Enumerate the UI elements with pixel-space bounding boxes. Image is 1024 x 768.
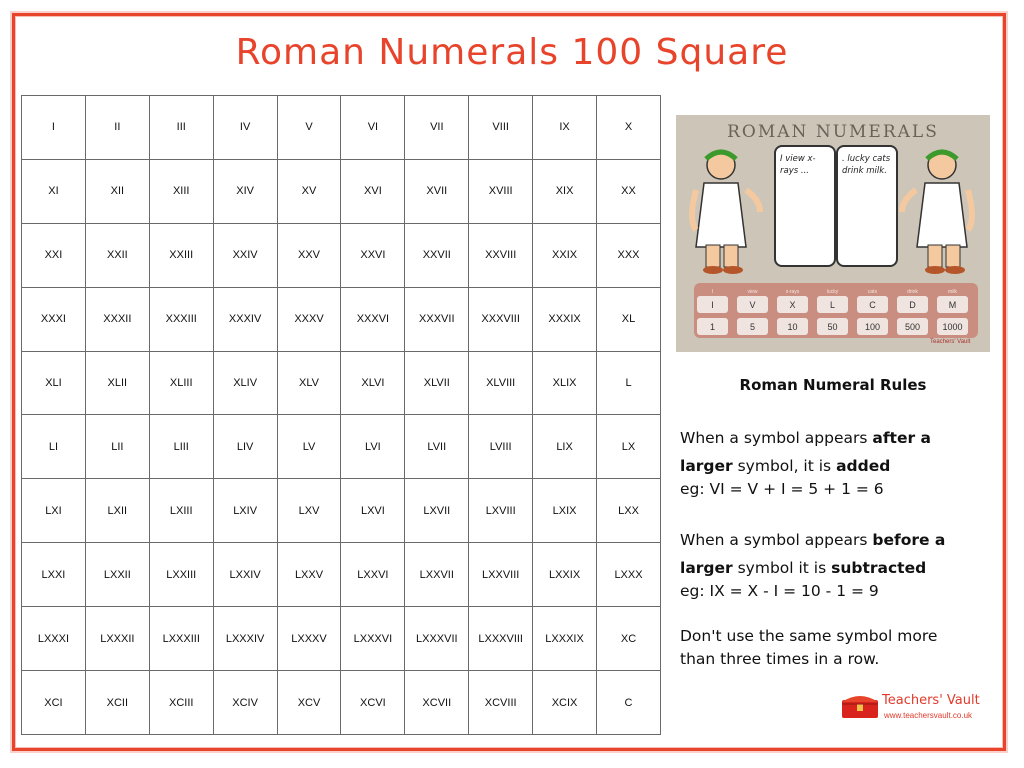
grid-cell: XL: [597, 287, 661, 351]
poster-footer: Teachers' Vault: [930, 339, 971, 345]
rules-heading: Roman Numeral Rules: [739, 376, 927, 394]
key-mnemonic-word: cats: [867, 289, 878, 295]
grid-cell: LVI: [341, 415, 405, 479]
grid-cell: XCVII: [405, 671, 469, 735]
grid-cell: L: [597, 351, 661, 415]
key-value: 500: [897, 318, 928, 335]
grid-cell: LXVIII: [469, 479, 533, 543]
grid-cell: XCII: [85, 671, 149, 735]
grid-cell: LXII: [85, 479, 149, 543]
key-symbol: L: [817, 296, 848, 313]
grid-cell: XXIV: [213, 223, 277, 287]
grid-cell: XCIII: [149, 671, 213, 735]
grid-cell: XLVI: [341, 351, 405, 415]
grid-cell: LXXII: [85, 543, 149, 607]
grid-cell: XLVIII: [469, 351, 533, 415]
key-mnemonic-word: x-rays: [785, 289, 800, 295]
grid-cell: LXXXII: [85, 607, 149, 671]
key-value: 50: [817, 318, 848, 335]
grid-cell: XLIII: [149, 351, 213, 415]
grid-cell: XLV: [277, 351, 341, 415]
grid-cell: LXXXIII: [149, 607, 213, 671]
grid-cell: LX: [597, 415, 661, 479]
grid-cell: XVI: [341, 159, 405, 223]
grid-cell: LVIII: [469, 415, 533, 479]
grid-cell: LIII: [149, 415, 213, 479]
grid-cell: LXXVIII: [469, 543, 533, 607]
grid-cell: LXXXV: [277, 607, 341, 671]
grid-cell: LIX: [533, 415, 597, 479]
grid-row: [22, 415, 661, 479]
grid-cell: XVII: [405, 159, 469, 223]
grid-cell: XXIII: [149, 223, 213, 287]
grid-cell: XXIX: [533, 223, 597, 287]
grid-cell: XXXIV: [213, 287, 277, 351]
grid-cell: LXVII: [405, 479, 469, 543]
grid-cell: LXXXI: [22, 607, 86, 671]
rule-subtraction-example: eg: IX = X - I = 10 - 1 = 9: [680, 582, 879, 600]
grid-cell: XXVI: [341, 223, 405, 287]
grid-row: [22, 351, 661, 415]
grid-cell: C: [597, 671, 661, 735]
logo-url: www.teachersvault.co.uk: [884, 711, 973, 720]
key-symbol: C: [857, 296, 888, 313]
grid-cell: IX: [533, 96, 597, 160]
grid-cell: XIV: [213, 159, 277, 223]
grid-cell: XIX: [533, 159, 597, 223]
grid-cell: I: [22, 96, 86, 160]
grid-row: [22, 96, 661, 160]
grid-cell: LXXVI: [341, 543, 405, 607]
grid-cell: III: [149, 96, 213, 160]
grid-cell: XXXIX: [533, 287, 597, 351]
key-value: 5: [737, 318, 768, 335]
grid-cell: XXXII: [85, 287, 149, 351]
grid-cell: XXV: [277, 223, 341, 287]
numeral-key-column: [817, 289, 848, 335]
speech-bubble-right: . lucky cats drink milk.: [836, 145, 898, 267]
grid-cell: LXXXIV: [213, 607, 277, 671]
grid-cell: XXVIII: [469, 223, 533, 287]
grid-row: [22, 607, 661, 671]
grid-cell: VIII: [469, 96, 533, 160]
grid-cell: LXXX: [597, 543, 661, 607]
grid-cell: XLIX: [533, 351, 597, 415]
numeral-key-column: [857, 289, 888, 335]
grid-cell: XLVII: [405, 351, 469, 415]
hundred-square-grid: [21, 95, 661, 735]
grid-cell: LXXI: [22, 543, 86, 607]
key-mnemonic-word: view: [747, 289, 758, 295]
rule-addition-example: eg: VI = V + I = 5 + 1 = 6: [680, 480, 884, 498]
grid-cell: LV: [277, 415, 341, 479]
grid-cell: LXXIII: [149, 543, 213, 607]
grid-cell: VII: [405, 96, 469, 160]
grid-cell: XIII: [149, 159, 213, 223]
grid-cell: XCVI: [341, 671, 405, 735]
grid-cell: XI: [22, 159, 86, 223]
key-symbol: M: [937, 296, 968, 313]
grid-cell: XCIX: [533, 671, 597, 735]
grid-cell: LXXXVII: [405, 607, 469, 671]
grid-cell: XX: [597, 159, 661, 223]
grid-cell: XXXVII: [405, 287, 469, 351]
key-mnemonic-word: lucky: [826, 289, 839, 295]
grid-cell: XCIV: [213, 671, 277, 735]
treasure-chest-icon: [840, 690, 880, 720]
grid-cell: LXXV: [277, 543, 341, 607]
rule-repetition: Don't use the same symbol more than three times in a row.: [680, 627, 938, 668]
grid-row: [22, 671, 661, 735]
grid-cell: LXXXVI: [341, 607, 405, 671]
grid-cell: LXXIV: [213, 543, 277, 607]
numeral-key-column: [937, 289, 968, 335]
key-mnemonic-word: milk: [948, 289, 957, 295]
grid-cell: XXII: [85, 223, 149, 287]
key-symbol: D: [897, 296, 928, 313]
grid-cell: XV: [277, 159, 341, 223]
numeral-key-column: [697, 289, 728, 335]
grid-cell: LVII: [405, 415, 469, 479]
grid-cell: XLIV: [213, 351, 277, 415]
grid-cell: X: [597, 96, 661, 160]
grid-cell: IV: [213, 96, 277, 160]
numeral-key-column: [777, 289, 808, 335]
page-title: Roman Numerals 100 Square: [235, 32, 789, 73]
grid-cell: LXV: [277, 479, 341, 543]
grid-cell: XXXI: [22, 287, 86, 351]
grid-cell: LXX: [597, 479, 661, 543]
key-value: 10: [777, 318, 808, 335]
grid-cell: XCI: [22, 671, 86, 735]
grid-cell: LXXIX: [533, 543, 597, 607]
grid-row: [22, 543, 661, 607]
grid-row: [22, 159, 661, 223]
grid-cell: LI: [22, 415, 86, 479]
key-value: 1000: [937, 318, 968, 335]
grid-cell: XXXVIII: [469, 287, 533, 351]
grid-row: [22, 287, 661, 351]
numeral-key-column: [737, 289, 768, 335]
grid-cell: VI: [341, 96, 405, 160]
grid-cell: XLII: [85, 351, 149, 415]
grid-cell: LII: [85, 415, 149, 479]
grid-cell: XII: [85, 159, 149, 223]
grid-cell: LXXXVIII: [469, 607, 533, 671]
grid-row: [22, 479, 661, 543]
grid-cell: XXX: [597, 223, 661, 287]
speech-bubble-left: I view x-rays ...: [774, 145, 836, 267]
grid-cell: XVIII: [469, 159, 533, 223]
logo-name: Teachers' Vault: [882, 693, 980, 708]
grid-cell: LXIII: [149, 479, 213, 543]
grid-cell: II: [85, 96, 149, 160]
poster-title: ROMAN NUMERALS: [727, 122, 939, 142]
grid-cell: LXI: [22, 479, 86, 543]
grid-cell: XXXIII: [149, 287, 213, 351]
key-value: 100: [857, 318, 888, 335]
numeral-key-column: [897, 289, 928, 335]
key-symbol: I: [697, 296, 728, 313]
key-mnemonic-word: I: [711, 289, 714, 295]
grid-cell: LXIV: [213, 479, 277, 543]
right-roman-figure: [902, 151, 972, 274]
key-value: 1: [697, 318, 728, 335]
rule-subtraction: When a symbol appears before a larger symbol it is subtracted eg: IX = X - I = 10 - 1 = 9: [680, 526, 980, 600]
grid-cell: V: [277, 96, 341, 160]
left-roman-figure: [692, 151, 760, 274]
key-symbol: X: [777, 296, 808, 313]
rule-addition: When a symbol appears after a larger symbol, it is added eg: VI = V + I = 5 + 1 = 6: [680, 424, 980, 498]
grid-cell: XC: [597, 607, 661, 671]
grid-cell: LIV: [213, 415, 277, 479]
grid-cell: LXIX: [533, 479, 597, 543]
grid-cell: XCVIII: [469, 671, 533, 735]
grid-cell: LXVI: [341, 479, 405, 543]
grid-cell: XLI: [22, 351, 86, 415]
grid-cell: XXXV: [277, 287, 341, 351]
grid-row: [22, 223, 661, 287]
grid-cell: LXXVII: [405, 543, 469, 607]
grid-cell: LXXXIX: [533, 607, 597, 671]
grid-cell: XXI: [22, 223, 86, 287]
key-mnemonic-word: drink: [907, 289, 918, 295]
grid-cell: XCV: [277, 671, 341, 735]
grid-cell: XXVII: [405, 223, 469, 287]
key-symbol: V: [737, 296, 768, 313]
grid-cell: XXXVI: [341, 287, 405, 351]
